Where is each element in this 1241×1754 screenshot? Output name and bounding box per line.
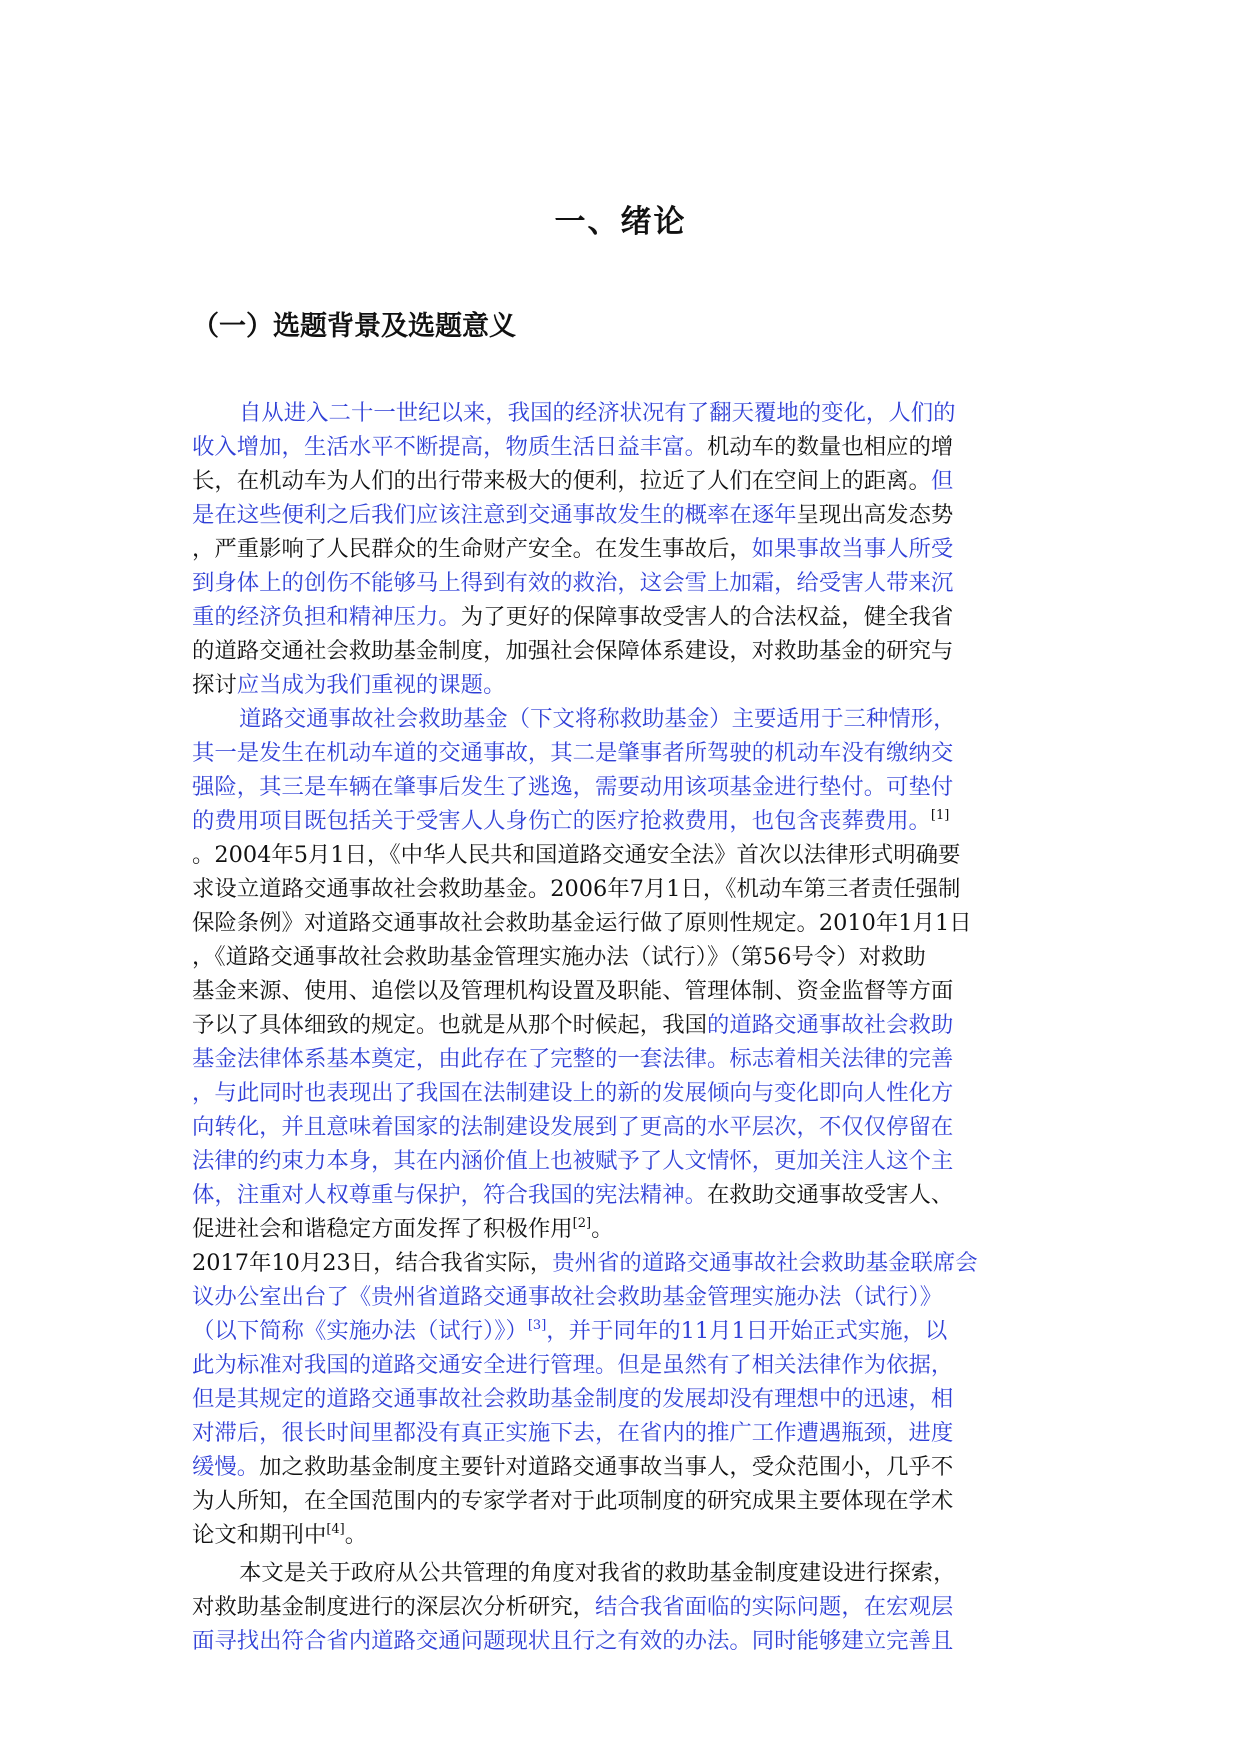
text-segment: 基金来源、使用、追偿以及管理机构设置及职能、管理体制、资金监督等方面: [192, 978, 954, 1004]
text-segment: ，《道路交通事故社会救助基金管理实施办法（试行）》（第56号令）对救助: [192, 944, 926, 970]
text-segment: 对救助基金制度进行的深层次分析研究，: [192, 1594, 596, 1620]
text-line: [192, 566, 1050, 600]
text-segment: 长，在机动车为人们的出行带来极大的便利，拉近了人们在空间上的距离。: [192, 468, 931, 494]
text-line: [192, 702, 1050, 736]
text-line: [192, 1556, 1050, 1590]
citation-ref: [2]: [572, 1216, 592, 1231]
text-segment: 面寻找出符合省内道路交通问题现状且行之有效的办法。同时能够建立完善且: [192, 1628, 954, 1654]
section-title: （一）选题背景及选题意义: [192, 311, 516, 342]
text-segment: 机动车的数量也相应的增: [706, 434, 954, 460]
text-line: [192, 1624, 1050, 1658]
text-segment: 此为标准对我国的道路交通安全进行管理。但是虽然有了相关法律作为依据，: [192, 1352, 954, 1378]
text-segment: 缓慢。: [192, 1454, 260, 1480]
text-line: [192, 600, 1050, 634]
text-segment: 如果事故当事人所受: [751, 536, 954, 562]
citation-ref: [3]: [527, 1318, 547, 1333]
text-line: [192, 1280, 1050, 1314]
text-segment: 但: [930, 468, 954, 494]
text-segment: 结合我省面临的实际问题，在宏观层: [595, 1594, 954, 1620]
text-line: [192, 532, 1050, 566]
text-segment: ，并于同年的11月1日开始正式实施，以: [546, 1318, 948, 1344]
text-line: [192, 838, 1050, 872]
text-segment: 。: [591, 1216, 614, 1242]
text-line: [192, 974, 1050, 1008]
text-line: [192, 1590, 1050, 1624]
text-segment: 道路交通事故社会救助基金（下文将称救助基金）主要适用于三种情形，: [239, 706, 956, 732]
text-segment: 为了更好的保障事故受害人的合法权益，健全我省: [460, 604, 954, 630]
text-segment: （以下简称《实施办法（试行）》）: [192, 1318, 528, 1344]
text-line: [192, 1450, 1050, 1484]
text-segment: 议办公室出台了《贵州省道路交通事故社会救助基金管理实施办法（试行）》: [192, 1284, 943, 1310]
text-line: [192, 1076, 1050, 1110]
text-segment: 求设立道路交通事故社会救助基金。2006年7月1日，《机动车第三者责任强制: [192, 876, 961, 902]
text-line: [192, 1178, 1050, 1212]
text-segment: 基金法律体系基本奠定，由此存在了完整的一套法律。标志着相关法律的完善: [192, 1046, 954, 1072]
text-segment: 2017年10月23日，结合我省实际，: [192, 1250, 553, 1276]
text-line: [192, 634, 1050, 668]
text-line: [192, 396, 1050, 430]
text-line: [192, 430, 1050, 464]
text-line: [192, 1348, 1050, 1382]
text-line: [192, 906, 1050, 940]
text-segment: 的费用项目既包括关于受害人人身伤亡的医疗抢救费用，也包含丧葬费用。: [192, 808, 931, 834]
chapter-title: 一、绪论: [554, 204, 687, 240]
text-segment: 应当成为我们重视的课题。: [236, 672, 506, 698]
text-line: [192, 872, 1050, 906]
text-segment: 加之救助基金制度主要针对道路交通事故当事人，受众范围小，几乎不: [259, 1454, 954, 1480]
text-segment: 为人所知，在全国范围内的专家学者对于此项制度的研究成果主要体现在学术: [192, 1488, 954, 1514]
text-segment: ，严重影响了人民群众的生命财产安全。在发生事故后，: [192, 536, 752, 562]
text-line: [192, 464, 1050, 498]
text-line: [192, 1246, 1050, 1280]
text-line: [192, 1110, 1050, 1144]
text-segment: ，与此同时也表现出了我国在法制建设上的新的发展倾向与变化即向人性化方: [192, 1080, 954, 1106]
text-segment: 本文是关于政府从公共管理的角度对我省的救助基金制度建设进行探索，: [239, 1560, 956, 1586]
text-segment: 。: [344, 1522, 368, 1548]
body-text: [192, 396, 1050, 1658]
text-line: [192, 1518, 1050, 1552]
text-segment: 探讨: [192, 672, 237, 698]
text-line: [192, 1382, 1050, 1416]
text-segment: 但是其规定的道路交通事故社会救助基金制度的发展却没有理想中的迅速，相: [192, 1386, 954, 1412]
text-segment: 贵州省的道路交通事故社会救助基金联席会: [552, 1250, 978, 1276]
text-segment: 法律的约束力本身，其在内涵价值上也被赋予了人文情怀，更加关注人这个主: [192, 1148, 954, 1174]
text-line: [192, 1212, 1050, 1246]
text-segment: 体，注重对人权尊重与保护，符合我国的宪法精神。: [192, 1182, 707, 1208]
text-segment: 到身体上的创伤不能够马上得到有效的救治，这会雪上加霜，给受害人带来沉: [192, 570, 954, 596]
text-segment: 重的经济负担和精神压力。: [192, 604, 461, 630]
text-line: [192, 770, 1050, 804]
citation-ref: [4]: [326, 1522, 345, 1537]
text-segment: 的道路交通事故社会救助: [706, 1012, 954, 1038]
text-segment: 呈现出高发态势: [796, 502, 954, 528]
text-segment: 对滞后，很长时间里都没有真正实施下去，在省内的推广工作遭遇瓶颈，进度: [192, 1420, 954, 1446]
text-line: [192, 1144, 1050, 1178]
text-segment: 强险，其三是车辆在肇事后发生了逃逸，需要动用该项基金进行垫付。可垫付: [192, 774, 954, 800]
text-segment: 其一是发生在机动车道的交通事故，其二是肇事者所驾驶的机动车没有缴纳交: [192, 740, 954, 766]
text-line: [192, 1314, 1050, 1348]
text-segment: 在救助交通事故受害人、: [706, 1182, 954, 1208]
text-segment: 论文和期刊中: [192, 1522, 327, 1548]
text-segment: 促进社会和谐稳定方面发挥了积极作用: [192, 1216, 573, 1242]
text-line: [192, 736, 1050, 770]
text-line: [192, 1416, 1050, 1450]
text-segment: 保险条例》对道路交通事故社会救助基金运行做了原则性规定。2010年1月1日: [192, 910, 972, 936]
text-line: [192, 668, 1050, 702]
text-line: [192, 1008, 1050, 1042]
text-segment: 予以了具体细致的规定。也就是从那个时候起，我国: [192, 1012, 707, 1038]
text-line: [192, 1484, 1050, 1518]
citation-ref: [1]: [930, 808, 950, 823]
text-segment: 向转化，并且意味着国家的法制建设发展到了更高的水平层次，不仅仅停留在: [192, 1114, 954, 1140]
text-segment: 收入增加，生活水平不断提高，物质生活日益丰富。: [192, 434, 707, 460]
text-segment: 是在这些便利之后我们应该注意到交通事故发生的概率在逐年: [192, 502, 797, 528]
text-line: [192, 804, 1050, 838]
text-line: [192, 498, 1050, 532]
text-segment: 自从进入二十一世纪以来，我国的经济状况有了翻天覆地的变化，人们的: [239, 400, 956, 426]
text-line: [192, 1042, 1050, 1076]
text-segment: 的道路交通社会救助基金制度，加强社会保障体系建设，对救助基金的研究与: [192, 638, 954, 664]
text-line: [192, 940, 1050, 974]
text-segment: 。2004年5月1日，《中华人民共和国道路交通安全法》首次以法律形式明确要: [192, 842, 961, 868]
